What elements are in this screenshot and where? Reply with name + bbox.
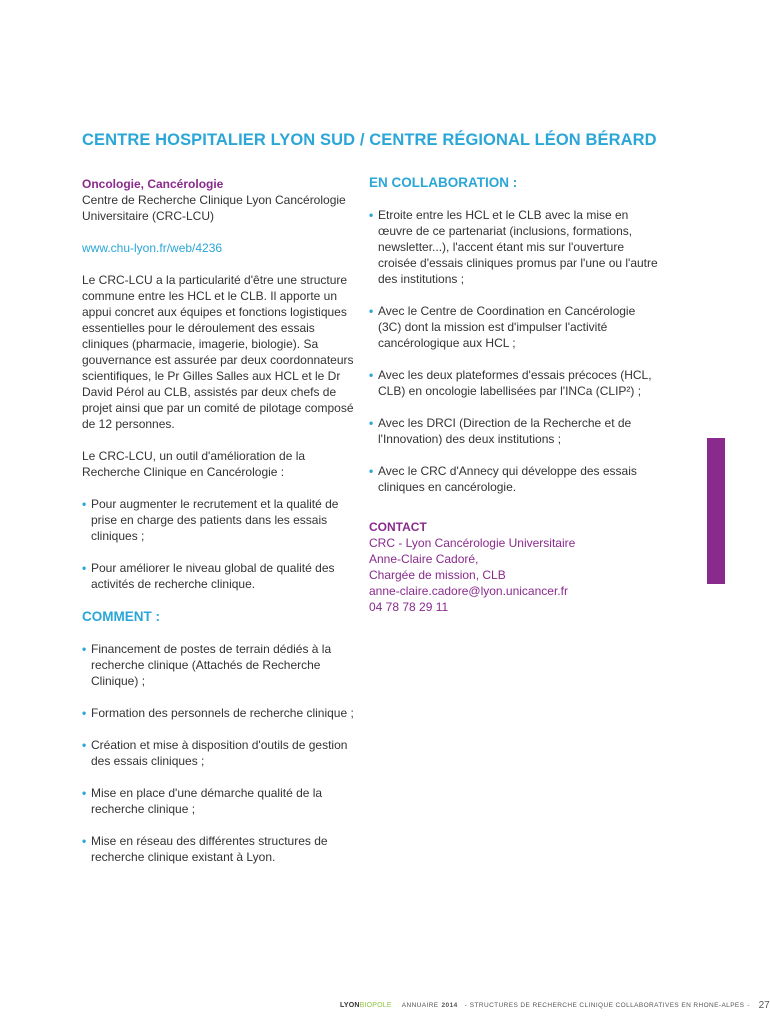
contact-name: Anne-Claire Cadoré, (369, 552, 479, 566)
bullet-icon: • (369, 208, 374, 222)
list-item: • Etroite entre les HCL et le CLB avec la mise en œuvre de ce partenariat (inclusions, formations, newsletter...), l'accent étant mis sur l'ouverture croisée d'essais cliniques promus par l'une ou l'autre des institutions ; (369, 208, 658, 286)
list-item: • Pour augmenter le recrutement et la qualité de prise en charge des patients dans les essais cliniques ; (82, 497, 339, 543)
bullet-icon: • (369, 464, 374, 478)
contact-organization: CRC - Lyon Cancérologie Universitaire (369, 536, 576, 550)
contact-phone: 04 78 78 29 11 (369, 600, 449, 614)
lyonbiopole-logo: LYONBIOPOLE (340, 1001, 392, 1009)
left-column (82, 176, 362, 881)
description-paragraph: Le CRC-LCU a la particularité d'être une structure commune entre les HCL et le CLB. Il apporte un appui concret aux équipes et fonctions logistiques essentielles pour le déroulement des essais cliniques (pharmacie, imagerie, biologie). Sa gouvernance est assurée par deux coordonnateurs scientifiques, le Pr Gilles Salles aux HCL et le Dr David Pérol au CLB, assistés par deux chefs de projet ainsi que par un comité de pilotage composé de 12 personnes. (82, 273, 354, 431)
footer-year: 2014 (441, 1001, 458, 1009)
list-item: • Mise en place d'une démarche qualité de la recherche clinique ; (82, 786, 323, 816)
collaboration-heading: EN COLLABORATION : (369, 175, 518, 190)
website-link[interactable]: www.chu-lyon.fr/web/4236 (82, 241, 223, 255)
contact-email[interactable]: anne-claire.cadore@lyon.unicancer.fr (369, 584, 568, 598)
right-column (369, 174, 659, 615)
page-title: CENTRE HOSPITALIER LYON SUD / CENTRE RÉGIONAL LÉON BÉRARD (82, 131, 657, 149)
bullet-icon: • (82, 706, 87, 720)
page-number: 27 (758, 999, 770, 1011)
side-tab-marker (707, 438, 725, 584)
comment-heading: COMMENT : (82, 609, 160, 624)
collaboration-list (369, 207, 659, 495)
page-footer (340, 998, 770, 1012)
page-number-separator: - (747, 1001, 750, 1009)
list-item: • Avec le Centre de Coordination en Cancérologie (3C) dont la mission est d'impulser l'activité cancérologique aux HCL ; (369, 304, 636, 350)
bullet-icon: • (369, 416, 374, 430)
intro-block (82, 176, 362, 224)
list-item: • Avec les DRCI (Direction de la Recherche et de l'Innovation) des deux institutions ; (369, 416, 632, 446)
bullet-icon: • (82, 642, 87, 656)
list-item: • Création et mise à disposition d'outils de gestion des essais cliniques ; (82, 738, 348, 768)
list-item: • Avec les deux plateformes d'essais précoces (HCL, CLB) en oncologie labellisées par l'INCa (CLIP²) ; (369, 368, 652, 398)
bullet-icon: • (82, 738, 87, 752)
intro-text: Centre de Recherche Clinique Lyon Cancérologie Universitaire (CRC-LCU) (82, 193, 346, 223)
list-item: • Pour améliorer le niveau global de qualité des activités de recherche clinique. (82, 561, 335, 591)
list-item: • Formation des personnels de recherche clinique ; (82, 706, 354, 720)
intro-heading: Oncologie, Cancérologie (82, 177, 224, 191)
footer-separator: - (464, 1001, 467, 1009)
bullet-icon: • (82, 834, 87, 848)
footer-caption: STRUCTURES DE RECHERCHE CLINIQUE COLLABORATIVES EN RHONE-ALPES (469, 1001, 745, 1009)
footer-annuaire: ANNUAIRE (401, 1001, 439, 1009)
objectives-list (82, 496, 362, 592)
list-item: • Avec le CRC d'Annecy qui développe des essais cliniques en cancérologie. (369, 464, 637, 494)
contact-heading: CONTACT (369, 520, 427, 534)
bullet-icon: • (369, 368, 374, 382)
tool-paragraph: Le CRC-LCU, un outil d'amélioration de la Recherche Clinique en Cancérologie : (82, 449, 306, 479)
list-item: • Mise en réseau des différentes structures de recherche clinique existant à Lyon. (82, 834, 328, 864)
bullet-icon: • (369, 304, 374, 318)
bullet-icon: • (82, 497, 87, 511)
comment-list (82, 641, 362, 865)
bullet-icon: • (82, 786, 87, 800)
contact-role: Chargée de mission, CLB (369, 568, 506, 582)
contact-block (369, 519, 659, 615)
bullet-icon: • (82, 561, 87, 575)
list-item: • Financement de postes de terrain dédiés à la recherche clinique (Attachés de Recherche Clinique) ; (82, 642, 332, 688)
